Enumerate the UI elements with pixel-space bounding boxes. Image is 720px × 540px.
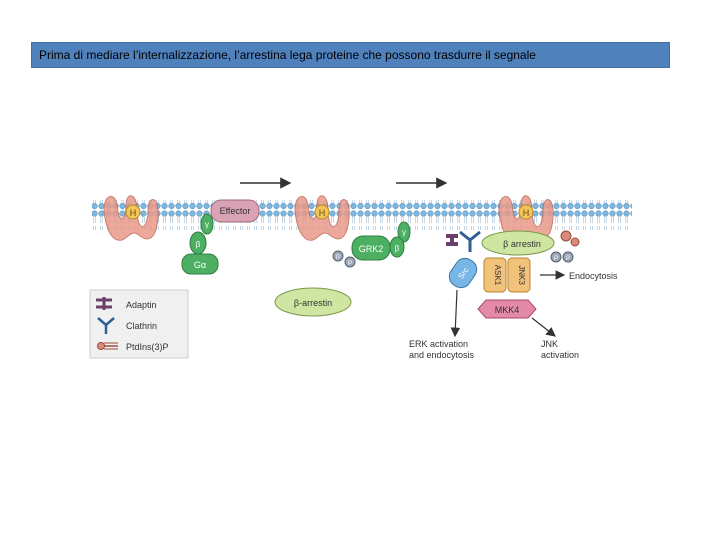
grk2-label: GRK2: [358, 244, 384, 254]
jnk-label-line1: JNK: [541, 339, 559, 349]
adaptin-clathrin-complex: [446, 232, 480, 252]
g-gamma-label-1: γ: [205, 220, 209, 229]
effector-label: Effector: [219, 206, 251, 216]
g-beta-label-1: β: [195, 240, 201, 249]
gpcr-receptor-2: [295, 196, 349, 241]
erk-label-line1: ERK activation: [409, 339, 469, 349]
phosphate-group-2: [333, 251, 355, 267]
jnk-arrow: [532, 318, 555, 336]
legend: [90, 290, 188, 358]
jnk3-label: JNK3: [517, 265, 526, 285]
legend-label-ptdins: PtdIns(3)P: [126, 342, 169, 352]
ligand-label-1: H: [129, 208, 137, 218]
ligand-label-3: H: [522, 208, 530, 218]
ligand-label-2: H: [318, 208, 326, 218]
jnk-label-line2: activation: [541, 350, 580, 360]
ptdins-lipid: [561, 231, 579, 246]
legend-label-clathrin: Clathrin: [126, 321, 158, 331]
mkk4-label: MKK4: [494, 305, 520, 315]
erk-arrow: [455, 290, 457, 336]
src-label: Src: [456, 265, 471, 281]
svg-text:P: P: [347, 261, 353, 267]
erk-label-line2: and endocytosis: [409, 350, 475, 360]
svg-text:P: P: [335, 255, 341, 261]
legend-label-adaptin: Adaptin: [126, 300, 157, 310]
g-gamma-label-2: γ: [402, 228, 406, 237]
svg-text:P: P: [565, 256, 571, 262]
endocytosis-label: Endocytosis: [569, 271, 618, 281]
beta-arrestin-bound-label: β arrestin: [503, 239, 541, 249]
beta-arrestin-free-label: β-arrestin: [293, 298, 333, 308]
g-alpha-label: Gα: [193, 260, 207, 270]
slide-title: Prima di mediare l’internalizzazione, l’arrestina lega proteine che possono trasdurre il segnale: [39, 48, 536, 62]
svg-text:P: P: [553, 256, 559, 262]
phosphate-group-3: [551, 252, 573, 262]
gpcr-receptor-1: [104, 196, 158, 241]
ask1-label: ASK1: [493, 264, 502, 286]
g-beta-label-2: β: [394, 244, 400, 253]
